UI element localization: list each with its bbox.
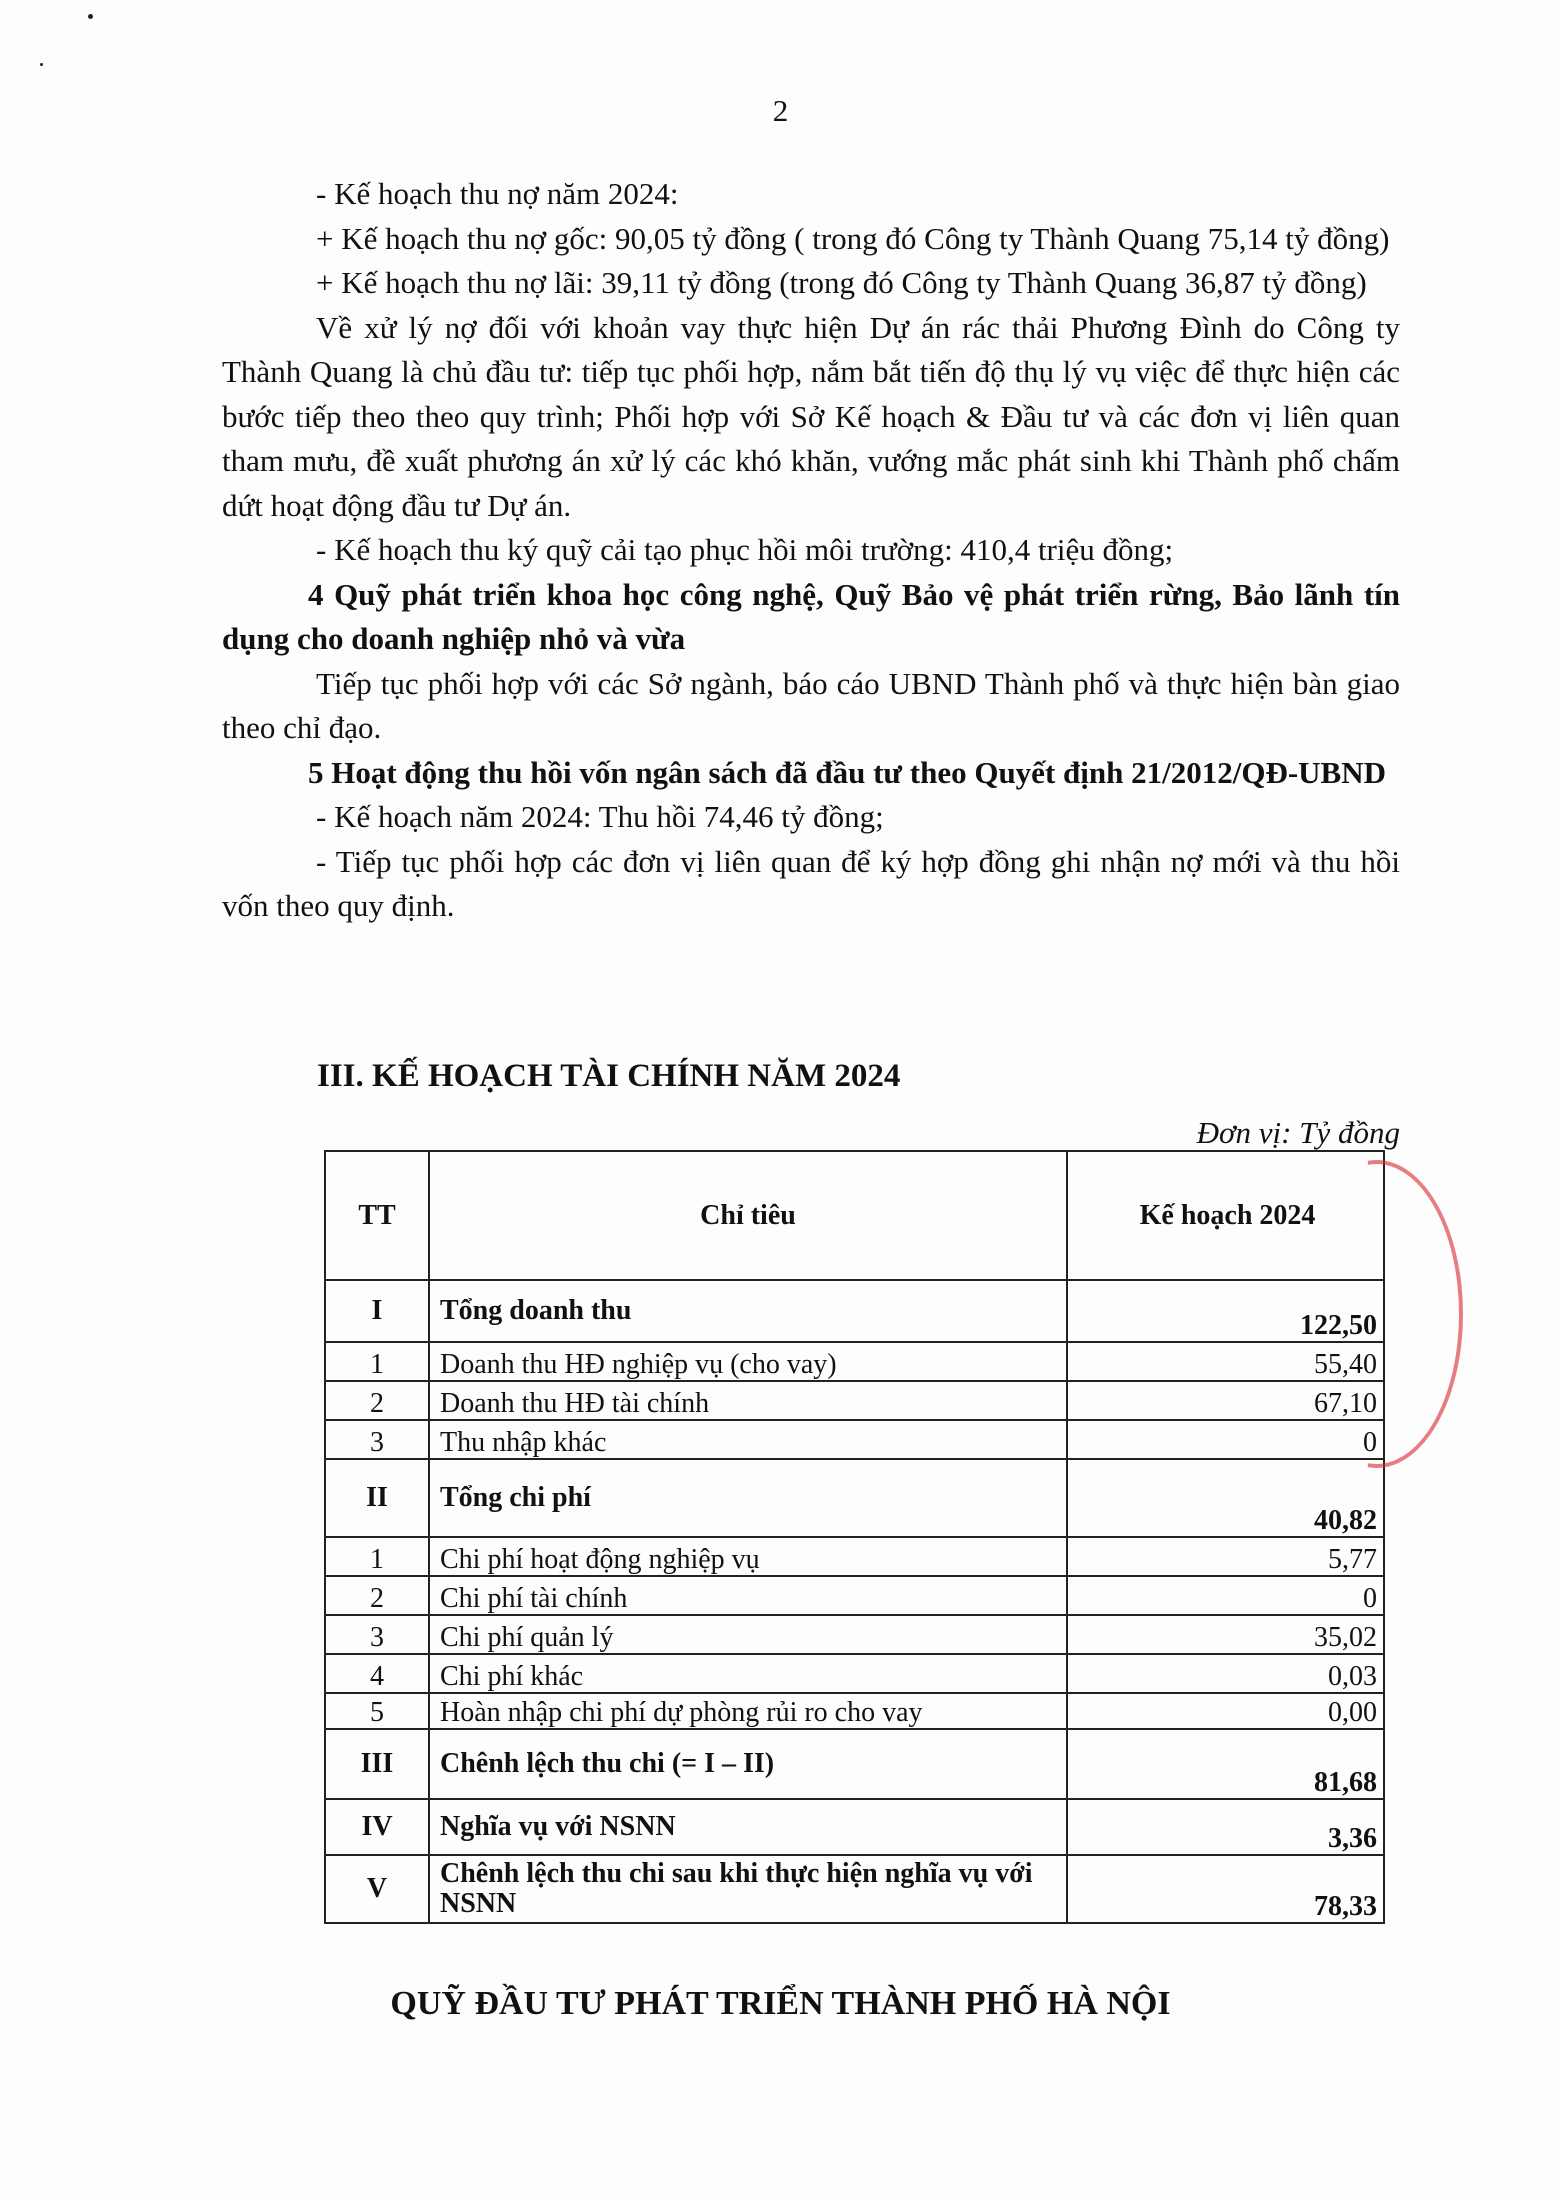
row-number: IV: [325, 1799, 429, 1855]
row-indicator: Chênh lệch thu chi sau khi thực hiện nghĩa vụ với NSNN: [429, 1855, 1067, 1923]
paragraph: - Kế hoạch thu ký quỹ cải tạo phục hồi môi trường: 410,4 triệu đồng;: [316, 532, 1174, 567]
body-text: [222, 172, 1400, 929]
paragraph: Về xử lý nợ đối với khoản vay thực hiện Dự án rác thải Phương Đình do Công ty Thành Quang là chủ đầu tư: tiếp tục phối hợp, nắm bắt tiến độ thụ lý vụ việc để thực hiện các bước tiếp theo theo quy trình; Phối hợp với Sở Kế hoạch & Đầu tư và các đơn vị liên quan tham mưu, đề xuất phương án xử lý các khó khăn, vướng mắc phát sinh khi Thành phố chấm dứt hoạt động đầu tư Dự án.: [222, 309, 1400, 523]
row-indicator: Nghĩa vụ với NSNN: [429, 1799, 1067, 1855]
unit-label: Đơn vị: Tỷ đồng: [1196, 1115, 1400, 1150]
header-plan-2024: Kế hoạch 2024: [1067, 1151, 1384, 1280]
section-5-line: - Kế hoạch năm 2024: Thu hồi 74,46 tỷ đồng;: [316, 799, 884, 834]
table-summary-row: [325, 1799, 1384, 1855]
footer-organization: QUỸ ĐẦU TƯ PHÁT TRIỂN THÀNH PHỐ HÀ NỘI: [390, 1985, 1171, 2022]
table-row: [325, 1342, 1384, 1381]
row-value: 35,02: [1067, 1615, 1384, 1654]
row-number: II: [325, 1459, 429, 1537]
row-value: 0: [1067, 1420, 1384, 1459]
financial-plan-table: [324, 1150, 1385, 1924]
row-number: 3: [325, 1615, 429, 1654]
row-indicator: Tổng chi phí: [429, 1459, 1067, 1537]
row-indicator: Doanh thu HĐ nghiệp vụ (cho vay): [429, 1342, 1067, 1381]
row-indicator: Hoàn nhập chi phí dự phòng rủi ro cho vay: [429, 1693, 1067, 1729]
section-4-heading: 4 Quỹ phát triển khoa học công nghệ, Quỹ Bảo vệ phát triển rừng, Bảo lãnh tín dụng cho doanh nghiệp nhỏ và vừa: [222, 576, 1400, 656]
table-header-row: [325, 1151, 1384, 1280]
row-number: 3: [325, 1420, 429, 1459]
row-number: 5: [325, 1693, 429, 1729]
scan-speck: [88, 14, 93, 19]
section-3-title: III. KẾ HOẠCH TÀI CHÍNH NĂM 2024: [317, 1058, 901, 1094]
row-value: 5,77: [1067, 1537, 1384, 1576]
row-value: 0,00: [1067, 1693, 1384, 1729]
row-number: V: [325, 1855, 429, 1923]
row-indicator: Chi phí quản lý: [429, 1615, 1067, 1654]
table-summary-row: [325, 1459, 1384, 1537]
row-indicator: Tổng doanh thu: [429, 1280, 1067, 1342]
row-value: 0,03: [1067, 1654, 1384, 1693]
table-row: [325, 1537, 1384, 1576]
header-indicator: Chỉ tiêu: [429, 1151, 1067, 1280]
table-summary-row: [325, 1729, 1384, 1799]
row-indicator: Chi phí khác: [429, 1654, 1067, 1693]
row-value: 81,68: [1067, 1729, 1384, 1799]
row-value: 0: [1067, 1576, 1384, 1615]
section-4-text: Tiếp tục phối hợp với các Sở ngành, báo cáo UBND Thành phố và thực hiện bàn giao theo chỉ đạo.: [222, 665, 1400, 745]
table-row: [325, 1420, 1384, 1459]
row-value: 78,33: [1067, 1855, 1384, 1923]
row-number: 1: [325, 1342, 429, 1381]
page-number: 2: [772, 93, 789, 128]
row-indicator: Doanh thu HĐ tài chính: [429, 1381, 1067, 1420]
row-value: 3,36: [1067, 1799, 1384, 1855]
table-row: [325, 1576, 1384, 1615]
row-number: 2: [325, 1381, 429, 1420]
scan-speck: [40, 63, 43, 66]
row-value: 122,50: [1067, 1280, 1384, 1342]
row-number: I: [325, 1280, 429, 1342]
table-row: [325, 1381, 1384, 1420]
table-row: [325, 1615, 1384, 1654]
section-5-heading: 5 Hoạt động thu hồi vốn ngân sách đã đầu tư theo Quyết định 21/2012/QĐ-UBND: [308, 754, 1386, 790]
section-5-line: - Tiếp tục phối hợp các đơn vị liên quan để ký hợp đồng ghi nhận nợ mới và thu hồi vốn theo quy định.: [222, 843, 1400, 923]
table-summary-row: [325, 1280, 1384, 1342]
row-indicator: Thu nhập khác: [429, 1420, 1067, 1459]
row-number: 2: [325, 1576, 429, 1615]
paragraph: + Kế hoạch thu nợ gốc: 90,05 tỷ đồng ( trong đó Công ty Thành Quang 75,14 tỷ đồng): [316, 220, 1390, 256]
row-value: 55,40: [1067, 1342, 1384, 1381]
row-value: 40,82: [1067, 1459, 1384, 1537]
paragraph: + Kế hoạch thu nợ lãi: 39,11 tỷ đồng (trong đó Công ty Thành Quang 36,87 tỷ đồng): [316, 265, 1367, 300]
table-summary-row: [325, 1855, 1384, 1923]
row-number: 4: [325, 1654, 429, 1693]
row-indicator: Chênh lệch thu chi (= I – II): [429, 1729, 1067, 1799]
paragraph: - Kế hoạch thu nợ năm 2024:: [316, 176, 679, 211]
row-value: 67,10: [1067, 1381, 1384, 1420]
table-row: [325, 1654, 1384, 1693]
row-number: III: [325, 1729, 429, 1799]
header-tt: TT: [325, 1151, 429, 1280]
row-number: 1: [325, 1537, 429, 1576]
row-indicator: Chi phí hoạt động nghiệp vụ: [429, 1537, 1067, 1576]
row-indicator: Chi phí tài chính: [429, 1576, 1067, 1615]
table-row: [325, 1693, 1384, 1729]
